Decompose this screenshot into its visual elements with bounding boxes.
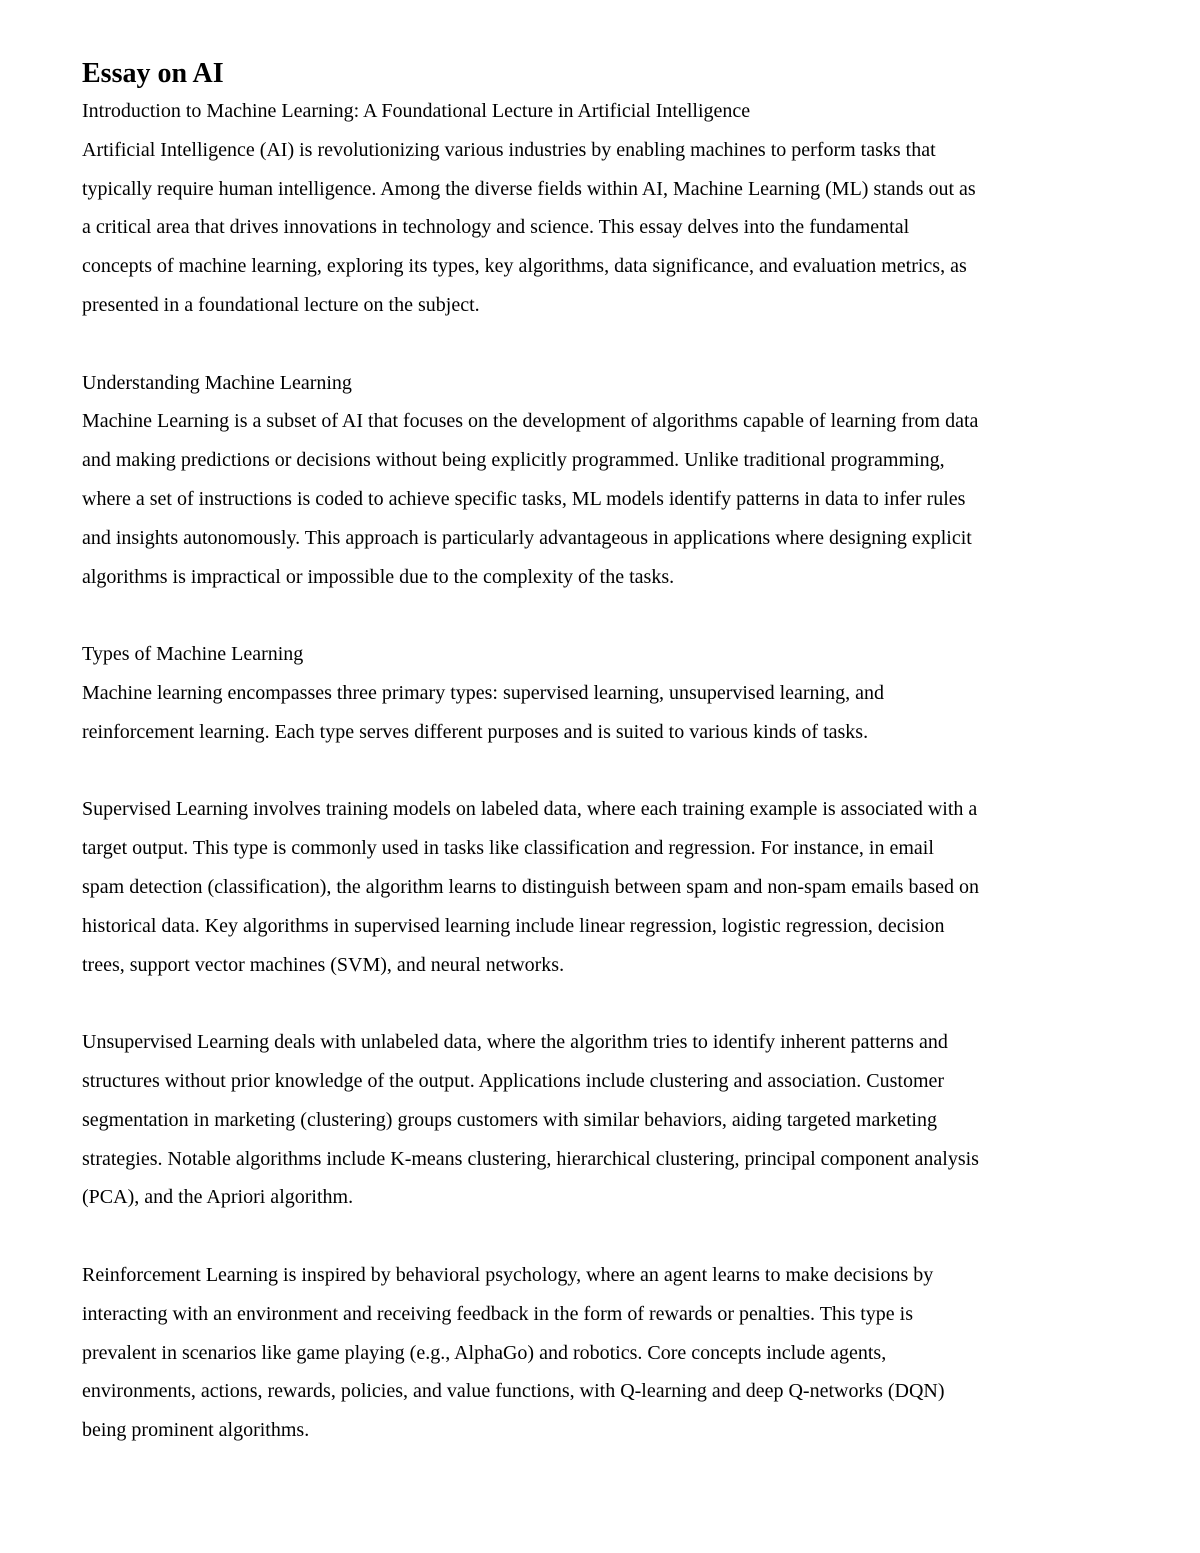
text-line: algorithms is impractical or impossible due to the complexity of the tasks. (82, 565, 675, 588)
document-page (82, 56, 1144, 1450)
text-line: reinforcement learning. Each type serves different purposes and is suited to various kinds of tasks. (82, 720, 869, 743)
text-line: Machine Learning is a subset of AI that focuses on the development of algorithms capable of learning from data (82, 410, 979, 433)
text-line: strategies. Notable algorithms include K-means clustering, hierarchical clustering, principal component analysis (82, 1147, 979, 1170)
text-line: Understanding Machine Learning (82, 371, 352, 394)
paragraph (82, 92, 1144, 325)
paragraph (82, 364, 1144, 597)
text-line: a critical area that drives innovations in technology and science. This essay delves into the fundamental (82, 216, 910, 239)
text-line: Machine learning encompasses three primary types: supervised learning, unsupervised learning, and (82, 681, 884, 704)
text-line: segmentation in marketing (clustering) groups customers with similar behaviors, aiding targeted marketing (82, 1108, 937, 1131)
paragraph-spacer (82, 984, 1144, 1023)
text-line: typically require human intelligence. Among the diverse fields within AI, Machine Learning (ML) stands out as (82, 177, 976, 200)
text-line: Introduction to Machine Learning: A Foundational Lecture in Artificial Intelligence (82, 100, 751, 122)
text-line: and insights autonomously. This approach is particularly advantageous in applications where designing explicit (82, 526, 972, 549)
text-line: interacting with an environment and receiving feedback in the form of rewards or penalties. This type is (82, 1302, 914, 1325)
text-line: Types of Machine Learning (82, 643, 304, 666)
text-line: concepts of machine learning, exploring its types, key algorithms, data significance, and evaluation metrics, as (82, 255, 967, 278)
paragraph-spacer (82, 325, 1144, 364)
paragraph-spacer (82, 1217, 1144, 1256)
text-line: historical data. Key algorithms in supervised learning include linear regression, logistic regression, decision (82, 914, 945, 937)
text-line: prevalent in scenarios like game playing (e.g., AlphaGo) and robotics. Core concepts include agents, (82, 1341, 887, 1364)
text-line: (PCA), and the Apriori algorithm. (82, 1186, 354, 1209)
paragraph (82, 790, 1144, 984)
text-line: environments, actions, rewards, policies, and value functions, with Q-learning and deep Q-networks (DQN) (82, 1380, 945, 1403)
text-line: structures without prior knowledge of the output. Applications include clustering and association. Customer (82, 1069, 945, 1092)
text-line: where a set of instructions is coded to achieve specific tasks, ML models identify patterns in data to infer rules (82, 487, 966, 510)
text-line: and making predictions or decisions without being explicitly programmed. Unlike traditional programming, (82, 449, 945, 472)
document-body (82, 92, 1144, 1450)
paragraph-spacer (82, 752, 1144, 791)
text-line: Supervised Learning involves training models on labeled data, where each training example is associated with a (82, 798, 978, 821)
text-line: Artificial Intelligence (AI) is revolutionizing various industries by enabling machines to perform tasks that (82, 138, 936, 161)
paragraph (82, 1023, 1144, 1217)
document-title: Essay on AI (82, 58, 224, 89)
text-line: trees, support vector machines (SVM), and neural networks. (82, 953, 565, 976)
text-line: Reinforcement Learning is inspired by behavioral psychology, where an agent learns to make decisions by (82, 1263, 934, 1286)
text-line: presented in a foundational lecture on the subject. (82, 293, 480, 316)
text-line: being prominent algorithms. (82, 1419, 310, 1442)
text-line: Unsupervised Learning deals with unlabeled data, where the algorithm tries to identify inherent patterns and (82, 1031, 948, 1054)
paragraph-spacer (82, 596, 1144, 635)
text-line: target output. This type is commonly used in tasks like classification and regression. For instance, in email (82, 837, 934, 860)
paragraph (82, 1256, 1144, 1450)
text-line: spam detection (classification), the algorithm learns to distinguish between spam and non-spam emails based on (82, 875, 980, 898)
paragraph (82, 635, 1144, 751)
